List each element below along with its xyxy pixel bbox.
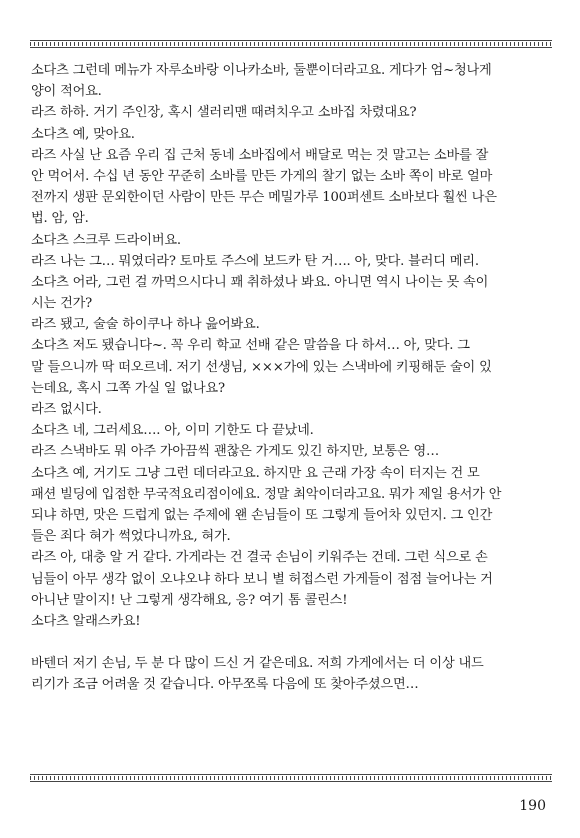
text-line: 라즈 됐고, 술술 하이쿠나 하나 읊어봐요. [31,317,260,333]
text-line: 소다츠 네, 그러세요…. 아, 이미 기한도 다 끝났네. [31,423,314,439]
top-decorative-border [30,40,552,48]
page-number: 190 [519,798,546,814]
text-line: 라즈 나는 그… 뭐였더라? 토마토 주스에 보드카 탄 거…. 아, 맞다. 블러디 메리. [31,253,479,269]
text-line: 소다츠 스크루 드라이버요. [31,232,181,248]
text-line: 라즈 스낵바도 뭐 아주 가아끔씩 괜찮은 가게도 있긴 하지만, 보통은 영… [31,444,439,460]
text-line: 전까지 생판 문외한이던 사람이 만든 무슨 메밀가루 100퍼센트 소바보다 훨씬 나은 [31,190,497,206]
paragraph-gap [31,632,551,653]
text-line: 아니냔 말이지! 난 그렇게 생각해요, 응? 여기 톰 콜린스! [31,592,348,608]
text-line: 되냐 하면, 맛은 드럽게 없는 주제에 왠 손님들이 또 그렇게 들어차 있던지. 그 인간 [31,507,493,523]
text-line: 바텐더 저기 손님, 두 분 다 많이 드신 거 같은데요. 저희 가게에서는 더 이상 내드 [31,656,484,672]
text-line: 소다츠 저도 됐습니다~. 꼭 우리 학교 선배 같은 말씀을 다 하셔… 아, 맞다. 그 [31,338,470,354]
text-line: 라즈 하하. 거기 주인장, 혹시 샐러리맨 때려치우고 소바집 차렸대요? [31,105,417,121]
text-line: 라즈 없시다. [31,402,102,417]
text-line: 법. 암, 암. [31,211,89,227]
bottom-decorative-border [30,774,552,782]
text-line: 는데요, 혹시 그쪽 가실 일 없나요? [31,380,225,396]
text-line: 패션 빌딩에 입점한 무국적요리점이에요. 정말 최악이더라고요. 뭐가 제일 용서가 안 [31,486,502,502]
text-line: 양이 적어요. [31,84,102,100]
text-line: 말 들으니까 딱 떠오르네. 저기 선생님, ×××가에 있는 스낵바에 키핑해둔 술이 있 [31,359,492,375]
text-line: 들은 죄다 혀가 썩었다니까요, 혀가. [31,529,231,545]
text-line: 소다츠 그런데 메뉴가 자루소바랑 이나카소바, 둘뿐이더라고요. 게다가 엄~청나게 [31,63,492,78]
text-line: 안 먹어서. 수십 년 동안 꾸준히 소바를 만든 가게의 찰기 없는 소바 쪽이 바로 얼마 [31,168,493,184]
text-line: 소다츠 예, 거기도 그냥 그런 데더라고요. 하지만 요 근래 가장 속이 터지는 건 모 [31,465,480,481]
page-body [31,60,551,695]
text-line: 님들이 아무 생각 없이 오냐오냐 하다 보니 별 허접스런 가게들이 점점 늘어나는 거 [31,571,493,587]
text-line: 소다츠 어라, 그런 걸 까먹으시다니 꽤 취하셨나 봐요. 아니면 역시 나이는 못 속이 [31,274,489,290]
text-line: 리기가 조금 어려울 것 같습니다. 아무쪼록 다음에 또 찾아주셨으면… [31,677,419,693]
text-line: 시는 건가? [31,296,93,312]
text-line: 소다츠 예, 맞아요. [31,126,135,142]
text-line: 라즈 사실 난 요즘 우리 집 근처 동네 소바집에서 배달로 먹는 것 말고는 소바를 잘 [31,147,489,163]
text-line: 소다츠 알래스카요! [31,613,141,629]
text-line: 라즈 아, 대충 알 거 같다. 가게라는 건 결국 손님이 키워주는 건데. 그런 식으로 손 [31,550,488,566]
